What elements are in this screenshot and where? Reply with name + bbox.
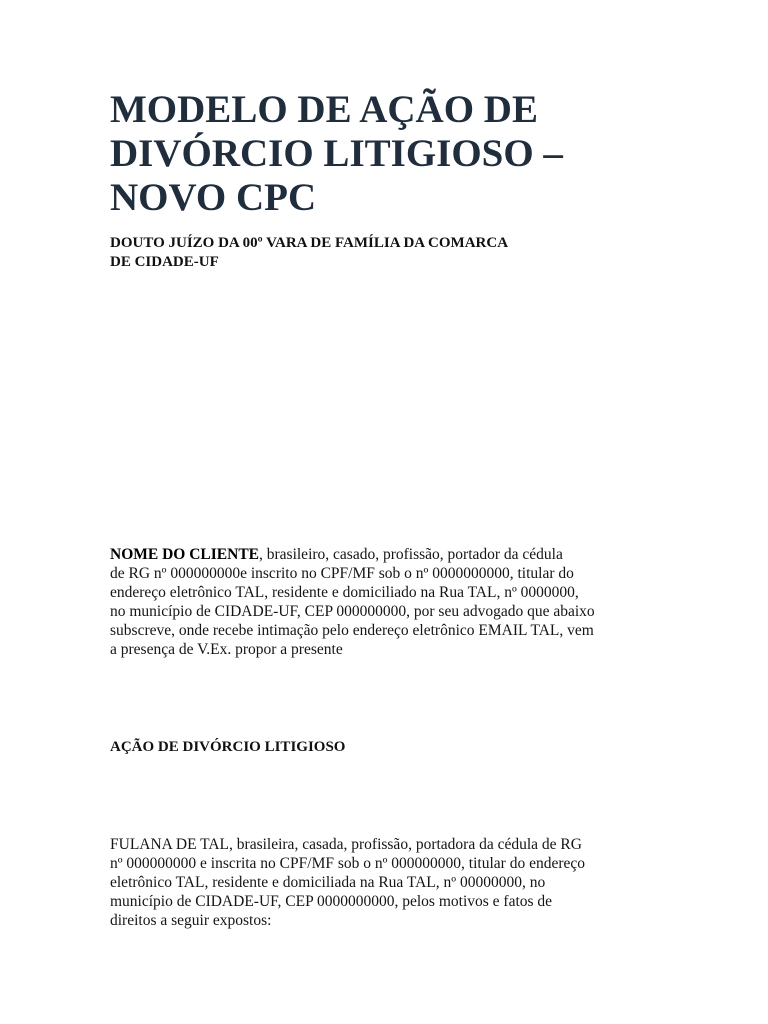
court-line: DE CIDADE-UF — [110, 254, 219, 270]
plaintiff-name: NOME DO CLIENTE — [110, 546, 259, 563]
defendant-line: FULANA DE TAL, brasileira, casada, profissão, portadora da cédula de RG — [110, 836, 582, 853]
defendant-line: eletrônico TAL, residente e domiciliada na Rua TAL, nº 00000000, no — [110, 874, 546, 891]
plaintiff-line: a presença de V.Ex. propor a presente — [110, 641, 343, 658]
court-addressee — [110, 234, 670, 272]
plaintiff-line: endereço eletrônico TAL, residente e domiciliado na Rua TAL, nº 0000000, — [110, 584, 579, 601]
title-line: MODELO DE AÇÃO DE — [110, 88, 538, 131]
title-line: NOVO CPC — [110, 176, 317, 219]
action-title: AÇÃO DE DIVÓRCIO LITIGIOSO — [110, 739, 346, 755]
defendant-line: nº 000000000 e inscrita no CPF/MF sob o nº 000000000, titular do endereço — [110, 855, 586, 872]
plaintiff-line — [110, 545, 710, 564]
title-line: DIVÓRCIO LITIGIOSO – — [110, 132, 563, 175]
defendant-line: direitos a seguir expostos: — [110, 912, 272, 929]
defendant-line: município de CIDADE-UF, CEP 0000000000, pelos motivos e fatos de — [110, 893, 553, 910]
plaintiff-qualification — [110, 545, 710, 659]
plaintiff-line: subscreve, onde recebe intimação pelo endereço eletrônico EMAIL TAL, vem — [110, 622, 594, 639]
document-title — [110, 88, 670, 220]
plaintiff-line-rest: , brasileiro, casado, profissão, portador da cédula — [259, 546, 563, 563]
defendant-qualification — [110, 835, 710, 930]
plaintiff-line: no município de CIDADE-UF, CEP 000000000, por seu advogado que abaixo — [110, 603, 595, 620]
plaintiff-line: de RG nº 000000000e inscrito no CPF/MF sob o nº 0000000000, titular do — [110, 565, 574, 582]
court-line: DOUTO JUÍZO DA 00º VARA DE FAMÍLIA DA COMARCA — [110, 235, 509, 251]
